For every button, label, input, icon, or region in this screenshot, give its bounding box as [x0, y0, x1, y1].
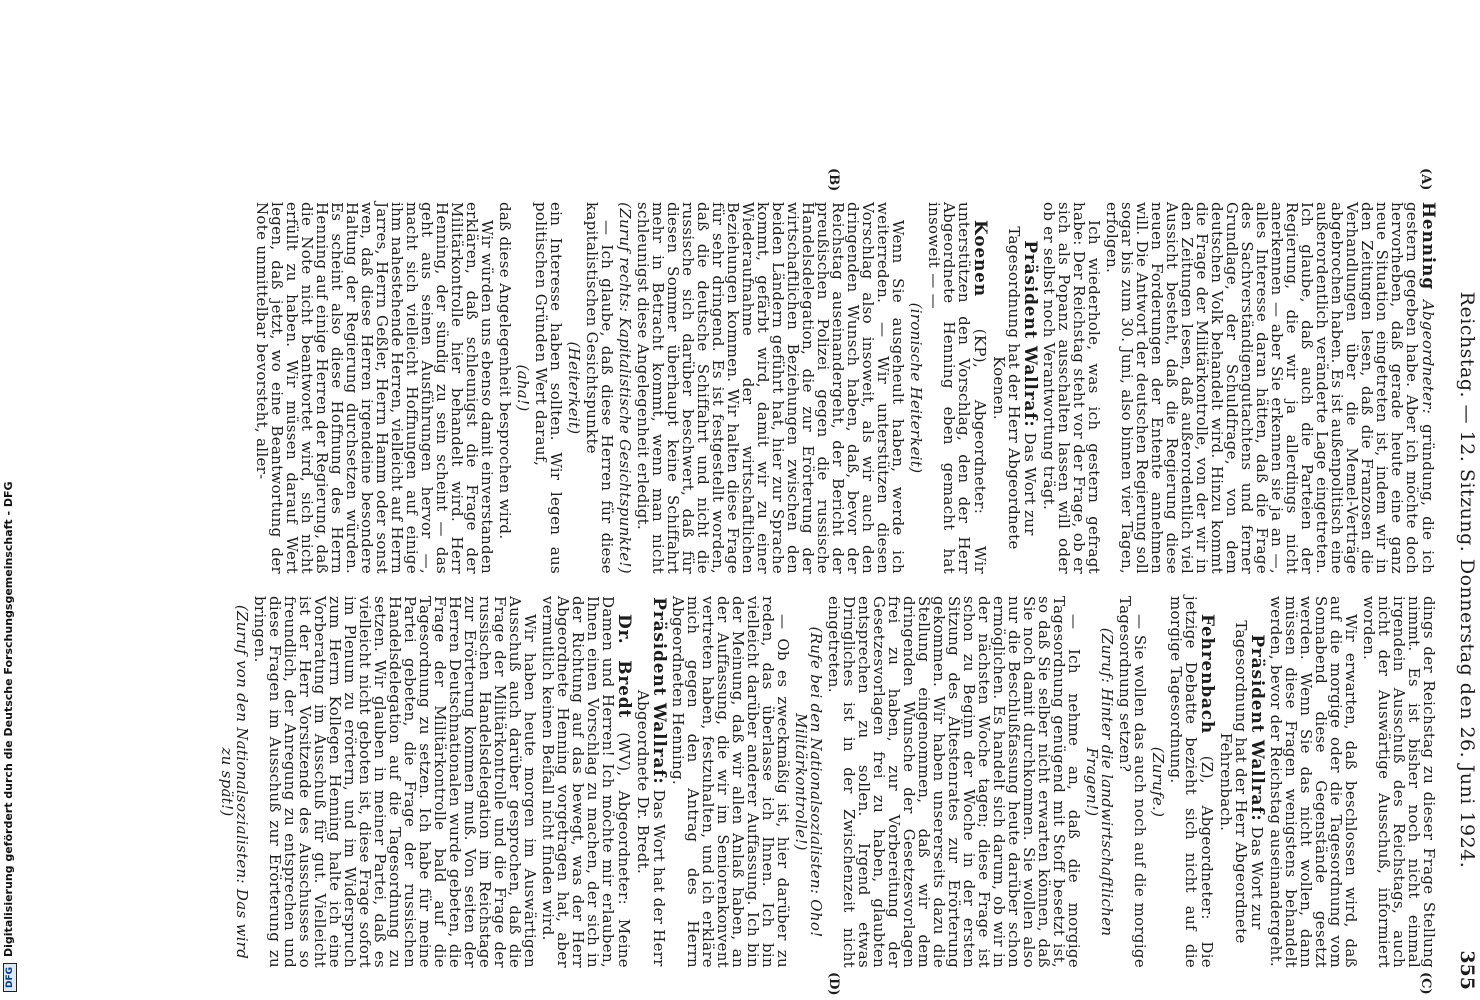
paragraph: daß diese Angelegenheit besprochen wird.: [496, 202, 514, 540]
funding-note: [0, 0, 18, 1000]
paragraph-text: gründung, die ich gestern gegeben habe. Aber ich möchte doch hervorheben, daß gerade heute eine ganz neue Situation eingetreten ist, indem wir in den Zeitungen lesen, daß die Franzosen die Verhandlungen über die Memel-Verträge abgebrochen haben. Es ist außenpolitisch eine außerordentlich veränderte Lage eingetreten. Ich glaube, daß auch die Parteien der Regierung, die wir ja allerdings nicht anerkennen — aber Sie erkennen sie ja an —, alles Interesse daran hätten, daß die Frage des Sachverständigengutachtens und ferner Grundlage, der Schuldfrage, von dem deutschen Volk behandelt wird. Hinzu kommt die Frage der Militärkontrolle, von der wir in den Zeitungen lesen, daß außerordentlich viel Aussicht besteht, daß die Regierung diese neuen Forderungen der Entente annehmen will. Die Antwort der deutschen Regierung soll sogar bis zum 30. Juni, also binnen vier Tagen, erfolgen.: [1103, 202, 1437, 574]
paragraph: [1104, 202, 1436, 574]
paragraph-text: (KP), Abgeordneter: Wir unterstützen den Vorschlag, den der Herr Abgeordnete Henning eben gemacht hat insoweit — —: [925, 202, 989, 574]
paragraph: Wenn Sie ausgeheult haben, werde ich weiterreden. — Wir unterstützen diesen Vorschlag also insoweit, als wir auch den dringenden Wunsch haben, daß, bevor der Reichstag auseinandergeht, der Bericht der preußischen Polizei gegen die russische Handelsdelegation, die zur Erörterung der wirtschaftlichen Beziehungen zwischen den beiden Ländern geführt hat, hier zur Sprache kommt, gefärbt wird, damit wir zu einer Wiederaufnahme der wirtschaftlichen Beziehungen kommen. Wir halten diese Frage für sehr dringend. Es ist festgestellt worden, daß die deutsche Schiffahrt und nicht die russische sich darüber beschwert, daß für diesen Sommer überhaupt keine Schiffahrt mehr in Betracht kommt, wenn man nicht schleunigst diese Angelegenheit erledigt.: [634, 202, 907, 574]
paragraph: Wir haben heute morgen im Auswärtigen Ausschuß auch darüber gesprochen, daß die Frage der Militärkontrolle und die Frage der russischen Handelsdelegation im Reichstage zur Erörterung kommen muß. Von seiten der Herren Deutschnationalen wurde gebeten, die Frage der Militärkontrolle bald auf die Tagesordnung zu setzen. Ich habe für meine Partei gebeten, die Frage der russischen Handelsdelegation auf die Tagesordnung zu setzen. Wir glauben in meiner Partei, daß es vielleicht nicht geboten ist, diese Frage sofort im Plenum zu erörtern, und im Widerspruch zum Herrn Kollegen Henning halte ich eine Vorberatung im Ausschuß für gut. Vielleicht ist der Herr Vorsitzende des Ausschusses so freundlich, der Anregung zu entsprechen und diese Fragen im Ausschuß zur Erörterung zu bringen.: [251, 596, 539, 968]
running-title: Reichstag. — 12. Sitzung. Donnerstag den 26. Juni 1924.: [1456, 291, 1478, 869]
speaker-heading: [991, 202, 1038, 574]
speaker-heading: [1218, 596, 1265, 968]
speaker-name: Dr. Bredt: [614, 614, 634, 719]
speaker-name: Präsident Wallraf:: [1020, 240, 1040, 428]
speaker-role: Abgeordneter:: [1419, 299, 1437, 415]
paragraph-text: Das Wort zur Tagesordnung hat der Herr Abgeordnete Fehrenbach.: [1217, 620, 1266, 944]
paragraph: — Ob es zweckmäßig ist, hier darüber zu reden, das überlasse ich Ihnen. Ich bin vielleicht darüber anderer Auffassung. Ich bin der Meinung, daß wir allen Anlaß haben, an der Auffassung, die wir im Seniorenkonvent vertreten haben, festzuhalten, und ich erkläre mich gegen den Antrag des Herrn Abgeordneten Henning.: [669, 596, 792, 968]
paragraph: — Ich nehme an, daß die morgige Tagesordnung genügend mit Stoff besetzt ist, so daß Sie selber nicht erwarten können, daß Sie noch damit durchkommen. Sie wollen also nur die Beschlußfassung heute darüber schon ermöglichen. Es handelt sich darum, ob wir in der nächsten Woche tagen; diese Frage ist schon zu Beginn der Woche in der ersten Sitzung des Ältestenrates zur Erörterung gekommen. Wir haben unsererseits dazu die Stellung eingenommen, daß wir dem dringenden Wunsche der Gesetzesvorlagen frei zu haben, zur Vorbereitung der Gesetzesvorlagen frei zu haben, glaubten entsprechen zu sollen. Irgend etwas Dringliches ist in der Zwischenzeit nicht eingetreten.: [825, 596, 1083, 968]
speaker-name: Präsident Wallraf:: [649, 597, 669, 785]
paragraph: Wir würden uns ebenso damit einverstanden erklären, daß schleunigst die Frage der Militärkontrolle hier behandelt wird. Herr Henning, der sündig zu sein scheint — das geht aus seinen Ausführungen hervor —, macht sich vielleicht Hoffnungen auf einige ihm nahestehende Herren, vielleicht auf Herrn Jarres, Herrn Geßler, Herrn Hamm oder sonst wen, daß diese Herren irgendeine besondere Haltung der Regierung durchsetzen würden. Es scheint also diese Hoffnung des Herrn Henning auf einige Herren der Regierung, daß die Note nicht beantwortet wird, sich nicht erfüllt zu haben. Wir müssen darauf Wert legen, daß jetzt, wo eine Beantwortung der Note unmittelbar bevorsteht, aller-: [253, 202, 496, 574]
left-column: [253, 202, 1438, 574]
margin-letter-b: (B): [826, 168, 841, 192]
margin-letter-d: (D): [826, 972, 841, 996]
paragraph: [1168, 596, 1215, 968]
dfg-logo: DFG: [3, 963, 17, 992]
speaker-name: Präsident Wallraf:: [1247, 634, 1267, 822]
paragraph-text: Das Wort zur Tagesordnung hat der Herr Abgeordnete Koenen.: [990, 226, 1039, 550]
paragraph: Ich wiederhole, was ich gestern gefragt habe: Der Reichstag steht vor der Frage, ob er sich als Popanz ausschalten lassen will oder ob er selbst noch Verantwortung trägt.: [1040, 202, 1103, 574]
paragraph: [926, 202, 988, 574]
speaker-heading: [635, 596, 667, 968]
interjection: (Rufe bei den Nationalsozialisten: Oho! Militärkontrolle!): [792, 626, 825, 938]
interjection: (Zuruf von den Nationalsozialisten: Das wird zu spät!): [218, 604, 251, 960]
paragraph-text: Das Wort hat der Herr Abgeordnete Dr. Bredt.: [634, 689, 668, 967]
paragraph-text: (WV), Abgeordneter: Meine Damen und Herren! Ich möchte mir erlauben, Ihnen einen Vorschlag zu machen, der sich in der Richtung auf das bewegt, was der Herr Abgeordnete Henning vorgetragen hat, aber vermutlich keinen Beifall nicht finden wird.: [539, 596, 633, 968]
paragraph-text: (Z), Abgeordneter: Die jetzige Debatte bezieht sich nicht auf die morgige Tagesordnung.: [1167, 596, 1216, 968]
margin-letter-c: (C): [1418, 972, 1433, 995]
right-column: [218, 596, 1438, 968]
interjection: (Zuruf rechts: Kapitalistische Gesichtspunkte!): [616, 202, 634, 574]
page-number: 355: [1456, 950, 1478, 990]
interjection: (Zurufe.): [1149, 746, 1167, 818]
funding-text: Digitalisierung gefördert durch die Deutsche Forschungsgemeinschaft - DFG: [2, 481, 15, 957]
speaker-name: Henning: [1418, 202, 1438, 290]
interjection: (Zuruf: Hinter die landwirtschaftlichen Fragen!): [1083, 627, 1116, 937]
page-header: [1440, 160, 1480, 1000]
paragraph: ein Interesse haben sollten. Wir legen aus politischen Gründen Wert darauf,: [532, 202, 565, 574]
interjection: (ironische Heiterkeit): [907, 302, 925, 474]
rotated-page: [218, 160, 1480, 1000]
paragraph: dings der Reichstag zu dieser Frage Stellung nimmt. Es ist bisher noch nicht einmal irgendein Ausschuß des Reichstags, auch nicht der Auswärtige Ausschuß, informiert worden.: [1360, 596, 1438, 968]
margin-letter-a: (A): [1418, 168, 1433, 191]
speaker-name: Koenen: [970, 220, 990, 297]
paragraph: — Ich glaube, daß diese Herren für diese kapitalistischen Gesichtspunkte: [583, 202, 616, 574]
paragraph: — Sie wollen das auch noch auf die morgige Tagesordnung setzen?: [1116, 596, 1149, 968]
paragraph: [540, 596, 632, 968]
interjection: (aha!): [514, 364, 532, 412]
interjection: (Heiterkeit): [565, 341, 583, 435]
speaker-name: Fehrenbach: [1197, 614, 1217, 735]
paragraph: Wir erwarten, daß beschlossen wird, daß auf die morgige oder die Tagesordnung vom Sonnabend diese Gegenstände gesetzt werden. Wenn Sie das nicht wollen, dann müssen diese Fragen wenigstens behandelt werden, bevor der Reichstag auseinandergeht.: [1267, 596, 1360, 968]
